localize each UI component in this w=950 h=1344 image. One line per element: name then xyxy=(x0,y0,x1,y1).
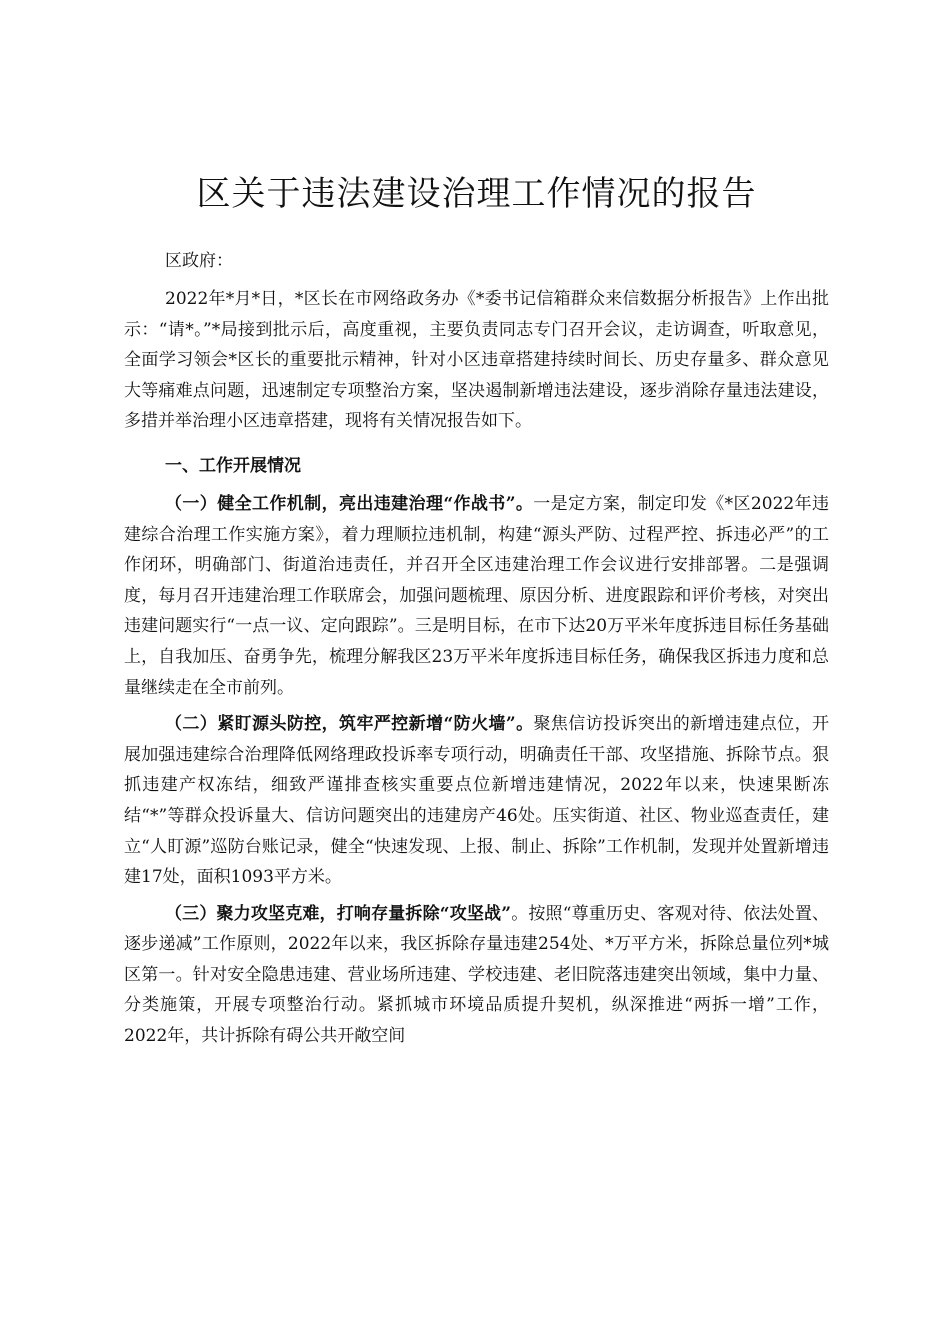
item-3-body: 。按照“尊重历史、客观对待、依法处置、逐步递减”工作原则，2022年以来，我区拆除存量违建254处、*万平方米，拆除总量位列*城区第一。针对安全隐患违建、营业场所违建、学校违建、老旧院落违建突出领域，集中力量、分类施策，开展专项整治行动。紧抓城市环境品质提升契机，纵深推进“两拆一增”工作，2022年，共计拆除有碍公共开敞空间 xyxy=(124,903,829,1047)
item-1-body: 一是定方案，制定印发《*区2022年违建综合治理工作实施方案》，着力理顺拉违机制，构建“源头严防、过程严控、拆违必严”的工作闭环，明确部门、街道治违责任，并召开全区违建治理工作会议进行安排部署。二是强调度，每月召开违建治理工作联席会，加强问题梳理、原因分析、进度跟踪和评价考核，对突出违建问题实行“一点一议、定向跟踪”。三是明目标，在市下达20万平米年度拆违目标任务基础上，自我加压、奋勇争先，梳理分解我区23万平米年度拆违目标任务，确保我区拆违力度和总量继续走在全市前列。 xyxy=(124,493,829,698)
item-2-lead: （二）紧盯源头防控，筑牢严控新增“防火墙”。 xyxy=(165,714,534,735)
paragraph-item-2 xyxy=(124,709,829,893)
item-1-lead: （一）健全工作机制，亮出违建治理“作战书”。 xyxy=(165,493,534,514)
section-heading-1: 一、工作开展情况 xyxy=(165,455,301,476)
document-title: 区关于违法建设治理工作情况的报告 xyxy=(196,174,757,214)
intro-paragraph: 2022年*月*日，*区长在市网络政务办《*委书记信箱群众来信数据分析报告》上作出批示：“请*。”*局接到批示后，高度重视，主要负责同志专门召开会议，走访调查，听取意见，全面学习领会*区长的重要批示精神，针对小区违章搭建持续时间长、历史存量多、群众意见大等痛难点问题，迅速制定专项整治方案，坚决遏制新增违法建设，逐步消除存量违法建设，多措并举治理小区违章搭建，现将有关情况报告如下。 xyxy=(124,289,829,432)
item-3-lead: （三）聚力攻坚克难，打响存量拆除“攻坚战” xyxy=(165,903,512,924)
paragraph-item-1 xyxy=(124,489,829,703)
paragraph-item-3 xyxy=(124,899,829,1052)
salutation: 区政府： xyxy=(165,251,233,271)
document-page xyxy=(124,0,829,1052)
item-2-body: 聚焦信访投诉突出的新增违建点位，开展加强违建综合治理降低网络理政投诉率专项行动，明确责任干部、攻坚措施、拆除节点。狠抓违建产权冻结，细致严谨排查核实重要点位新增违建情况，2022年以来，快速果断冻结“*”等群众投诉量大、信访问题突出的违建房产46处。压实街道、社区、物业巡查责任，建立“人盯源”巡防台账记录，健全“快速发现、上报、制止、拆除”工作机制，发现并处置新增违建17处，面积1093平方米。 xyxy=(124,714,829,888)
